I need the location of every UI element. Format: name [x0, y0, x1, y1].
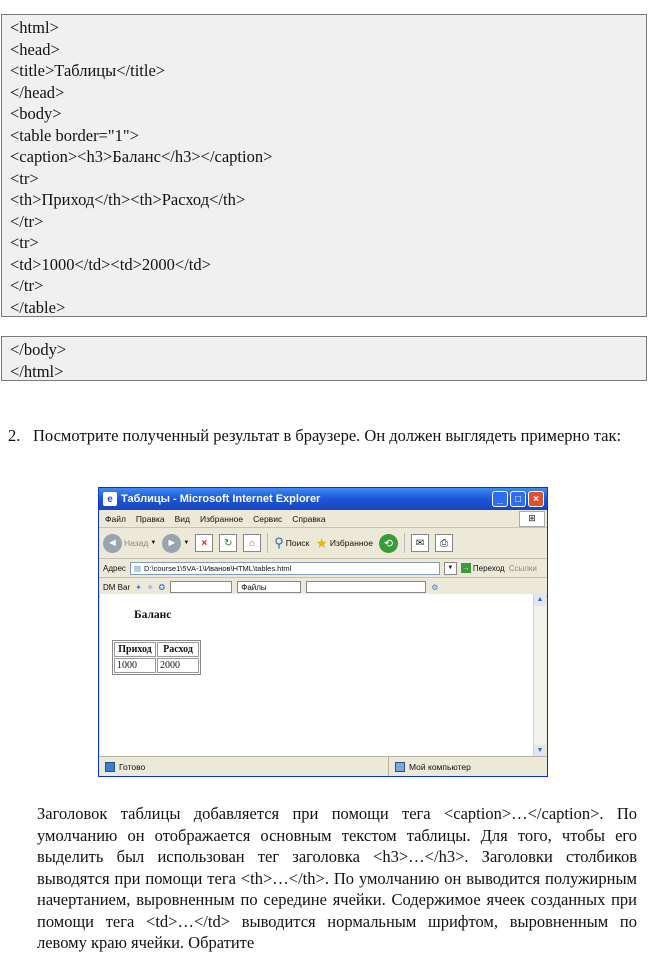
step-text: Посмотрите полученный результат в браузере. Он должен выглядеть примерно так:	[33, 426, 622, 445]
status-text: Готово	[119, 761, 146, 772]
window-titlebar[interactable]	[99, 488, 547, 510]
toolbar-icon[interactable]: ✦	[135, 582, 142, 592]
code-line: </tr>	[10, 276, 44, 295]
home-icon[interactable]: ⌂	[243, 534, 261, 552]
demo-table	[112, 640, 201, 675]
back-label: Назад	[124, 538, 149, 548]
address-input[interactable]	[130, 562, 440, 575]
toolbar-icon[interactable]: ✪	[158, 582, 166, 592]
go-button[interactable]	[461, 563, 505, 573]
favorites-button[interactable]	[315, 535, 373, 552]
table-cell: 2000	[157, 658, 199, 673]
go-label: Переход	[472, 563, 505, 573]
body-paragraph: Заголовок таблицы добавляется при помощи тега <caption>…</caption>. По умолчанию он отображается основным текстом таблицы. Для того, чтобы его выделить был использован тег заголовка <h3>…</h3>. Заголовки столбиков выводятся при помощи тега <th>…</th>. По умолчанию он выводится полужирным начертанием, выровненным по середине ячейки. Содержимое ячеек созданных при помощи тега <td>…</td> выводится нормальным шрифтом, выровненным по левому краю ячейки. Обратите	[37, 804, 637, 952]
scroll-up-icon[interactable]: ▲	[534, 594, 546, 606]
menu-view[interactable]: Вид	[174, 513, 191, 524]
table-row	[114, 658, 199, 673]
code-line: <td>1000</td><td>2000</td>	[10, 254, 211, 274]
table-header-cell: Расход	[157, 642, 199, 657]
vertical-scrollbar[interactable]	[533, 594, 546, 757]
menu-favorites[interactable]: Избранное	[200, 513, 244, 524]
window-title: Таблицы - Microsoft Internet Explorer	[121, 493, 321, 505]
stop-icon[interactable]: ×	[195, 534, 213, 552]
dm-search-input[interactable]	[306, 581, 426, 593]
toolbar-separator	[404, 533, 405, 553]
back-button[interactable]	[103, 534, 156, 553]
code-line: </table>	[10, 297, 66, 317]
star-icon: ★	[315, 534, 328, 551]
table-cell: 1000	[114, 658, 156, 673]
address-bar	[99, 559, 547, 578]
status-bar	[99, 756, 547, 776]
address-value: D:\course1\5VA-1\Иванов\HTML\tables.html	[144, 563, 292, 573]
done-page-icon	[105, 762, 115, 772]
windows-flag-icon: ⊞	[519, 511, 545, 527]
menu-edit[interactable]: Правка	[135, 513, 165, 524]
print-icon[interactable]: ⎙	[435, 534, 453, 552]
history-icon[interactable]: ⟲	[379, 534, 398, 553]
code-line: </tr>	[10, 211, 44, 231]
search-label: Поиск	[285, 538, 310, 548]
code-line: </body>	[10, 340, 67, 359]
menu-bar	[99, 510, 547, 528]
toolbar-separator	[267, 533, 268, 553]
code-line: <head>	[10, 39, 60, 59]
files-label: Файлы	[241, 583, 267, 592]
code-line: <tr>	[10, 233, 39, 252]
dm-input[interactable]	[170, 581, 232, 593]
code-line: <title>Таблицы</title>	[10, 61, 166, 80]
files-select[interactable]	[237, 581, 301, 593]
go-arrow-icon: →	[462, 564, 470, 572]
code-line: <body>	[10, 104, 62, 123]
page-viewport	[100, 594, 534, 757]
ie-icon: e	[103, 492, 117, 506]
address-dropdown-icon[interactable]: ▼	[444, 562, 457, 575]
code-line: <caption><h3>Баланс</h3></caption>	[10, 147, 273, 166]
toolbar-icon[interactable]: ⚙	[431, 582, 439, 592]
forward-button[interactable]	[162, 534, 189, 553]
maximize-button[interactable]: □	[510, 491, 526, 507]
forward-arrow-icon: ►	[162, 534, 181, 553]
step-number: 2.	[8, 426, 21, 445]
dm-bar-label: DM Bar	[103, 582, 131, 592]
code-line: <tr>	[10, 168, 39, 188]
code-line: <table border="1">	[10, 125, 139, 145]
refresh-icon[interactable]: ↻	[219, 534, 237, 552]
code-line: </head>	[10, 82, 65, 102]
back-arrow-icon: ◄	[103, 534, 122, 553]
step-2	[8, 425, 636, 446]
page-icon: ▤	[133, 563, 141, 573]
menu-file[interactable]: Файл	[105, 513, 126, 524]
zone-text: Мой компьютер	[409, 761, 471, 772]
chevron-down-icon: ▼	[150, 540, 157, 546]
table-header-row	[114, 642, 199, 657]
close-button[interactable]: ×	[528, 491, 544, 507]
code-block-main	[1, 14, 647, 317]
browser-window	[98, 487, 548, 777]
table-caption: Баланс	[134, 609, 172, 621]
mail-icon[interactable]: ✉	[411, 534, 429, 552]
links-label[interactable]: Ссылки	[508, 563, 537, 573]
code-line: <html>	[10, 18, 59, 37]
favorites-label: Избранное	[329, 538, 373, 548]
menu-tools[interactable]: Сервис	[253, 513, 283, 524]
chevron-down-icon: ▼	[183, 540, 190, 546]
code-line: </html>	[10, 361, 64, 381]
search-button[interactable]	[274, 535, 309, 551]
search-icon: ⚲	[274, 535, 284, 550]
address-label: Адрес	[103, 563, 126, 573]
standard-toolbar	[99, 528, 547, 559]
scroll-down-icon[interactable]: ▼	[534, 745, 546, 757]
minimize-button[interactable]: _	[492, 491, 508, 507]
toolbar-icon[interactable]: ✧	[146, 582, 154, 592]
code-line: <th>Приход</th><th>Расход</th>	[10, 190, 246, 209]
code-block-end	[1, 336, 647, 381]
menu-help[interactable]: Справка	[292, 513, 326, 524]
my-computer-icon	[395, 762, 405, 772]
table-header-cell: Приход	[114, 642, 156, 657]
